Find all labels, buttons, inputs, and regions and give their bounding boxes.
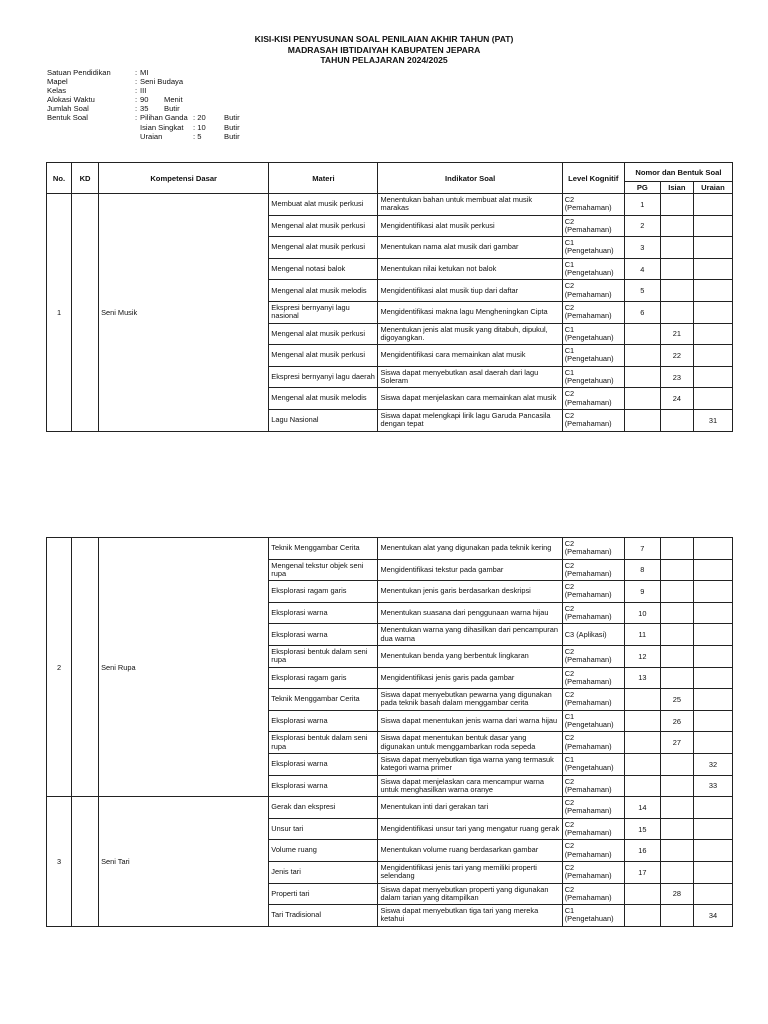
indikator-cell: Menentukan suasana dari penggunaan warna hijau	[378, 602, 562, 624]
indikator-cell: Menentukan bahan untuk membuat alat musik marakas	[378, 194, 562, 216]
isian-number: 21	[660, 323, 693, 345]
info-colon: :	[135, 113, 138, 123]
isian-number	[660, 258, 693, 280]
isian-number	[660, 818, 693, 840]
title-line-2: MADRASAH IBTIDAIYAH KABUPATEN JEPARA	[287, 44, 481, 55]
info-label: Alokasi Waktu	[47, 95, 95, 105]
indikator-cell: Mengidentifikasi unsur tari yang mengatur ruang gerak	[378, 818, 562, 840]
isian-number	[660, 301, 693, 323]
level-cell: C1 (Pengetahuan)	[562, 345, 624, 367]
indikator-cell: Menentukan jenis garis berdasarkan deskripsi	[378, 581, 562, 603]
isian-number	[660, 861, 693, 883]
level-cell: C2 (Pemahaman)	[562, 861, 624, 883]
indikator-cell: Siswa dapat menyebutkan tiga warna yang termasuk kategori warna primer	[378, 753, 562, 775]
pg-number: 10	[624, 602, 660, 624]
kd-cell	[72, 538, 99, 797]
pg-number: 6	[624, 301, 660, 323]
uraian-number: 31	[693, 409, 732, 431]
materi-cell: Mengenal alat musik melodis	[269, 388, 378, 410]
materi-cell: Volume ruang	[269, 840, 378, 862]
info-label: Bentuk Soal	[47, 113, 88, 123]
indikator-cell: Siswa dapat menentukan jenis warna dari warna hijau	[378, 710, 562, 732]
table-row	[47, 797, 733, 819]
level-cell: C2 (Pemahaman)	[562, 409, 624, 431]
isian-number	[660, 624, 693, 646]
info-pg-label: Pilihan Ganda	[140, 113, 188, 123]
indikator-cell: Siswa dapat menyebutkan asal daerah dari lagu Soleram	[378, 366, 562, 388]
kd-cell	[72, 797, 99, 927]
level-cell: C2 (Pemahaman)	[562, 602, 624, 624]
header-nomor: Nomor dan Bentuk Soal	[624, 163, 732, 182]
level-cell: C2 (Pemahaman)	[562, 645, 624, 667]
isian-number	[660, 667, 693, 689]
materi-cell: Eksplorasi ragam garis	[269, 581, 378, 603]
materi-cell: Eksplorasi bentuk dalam seni rupa	[269, 732, 378, 754]
pg-number: 5	[624, 280, 660, 302]
uraian-number: 33	[693, 775, 732, 797]
header-isian: Isian	[660, 182, 693, 194]
isian-number	[660, 905, 693, 927]
indikator-cell: Mengidentifikasi alat musik perkusi	[378, 215, 562, 237]
header-no: No.	[47, 163, 72, 194]
level-cell: C2 (Pemahaman)	[562, 818, 624, 840]
info-isian-unit: Butir	[224, 122, 240, 132]
level-cell: C1 (Pengetahuan)	[562, 753, 624, 775]
level-cell: C2 (Pemahaman)	[562, 538, 624, 560]
level-cell: C2 (Pemahaman)	[562, 559, 624, 581]
table-row	[47, 194, 733, 216]
kompetensi-dasar: Seni Rupa	[99, 538, 269, 797]
level-cell: C2 (Pemahaman)	[562, 732, 624, 754]
info-label: Kelas	[47, 86, 66, 96]
isian-number	[660, 645, 693, 667]
pg-number	[624, 388, 660, 410]
uraian-number	[693, 323, 732, 345]
info-uraian-label: Uraian	[140, 131, 163, 141]
uraian-number	[693, 388, 732, 410]
section-number: 3	[47, 797, 72, 927]
indikator-cell: Siswa dapat menentukan bentuk dasar yang digunakan untuk menggambarkan roda sepeda	[378, 732, 562, 754]
materi-cell: Unsur tari	[269, 818, 378, 840]
info-label: Satuan Pendidikan	[47, 68, 111, 77]
isian-number	[660, 280, 693, 302]
pg-number	[624, 345, 660, 367]
isian-number: 24	[660, 388, 693, 410]
indikator-cell: Menentukan benda yang berbentuk lingkaran	[378, 645, 562, 667]
pg-number: 13	[624, 667, 660, 689]
isian-number	[660, 559, 693, 581]
isian-number	[660, 237, 693, 259]
uraian-number: 34	[693, 905, 732, 927]
indikator-cell: Siswa dapat melengkapi lirik lagu Garuda Pancasila dengan tepat	[378, 409, 562, 431]
uraian-number	[693, 710, 732, 732]
info-pg-unit: Butir	[224, 113, 240, 123]
uraian-number	[693, 797, 732, 819]
indikator-cell: Mengidentifikasi makna lagu Mengheningkan Cipta	[378, 301, 562, 323]
pg-number: 16	[624, 840, 660, 862]
level-cell: C2 (Pemahaman)	[562, 840, 624, 862]
indikator-cell: Menentukan volume ruang berdasarkan gambar	[378, 840, 562, 862]
level-cell: C2 (Pemahaman)	[562, 797, 624, 819]
materi-cell: Mengenal alat musik perkusi	[269, 345, 378, 367]
materi-cell: Jenis tari	[269, 861, 378, 883]
section-number: 2	[47, 538, 72, 797]
uraian-number	[693, 732, 732, 754]
indikator-cell: Siswa dapat menjelaskan cara memainkan alat musik	[378, 388, 562, 410]
level-cell: C3 (Aplikasi)	[562, 624, 624, 646]
indikator-cell: Menentukan jenis alat musik yang ditabuh, dipukul, digoyangkan.	[378, 323, 562, 345]
pg-number: 3	[624, 237, 660, 259]
indikator-cell: Menentukan nama alat musik dari gambar	[378, 237, 562, 259]
uraian-number	[693, 818, 732, 840]
uraian-number	[693, 602, 732, 624]
pg-number	[624, 753, 660, 775]
info-colon: :	[135, 86, 138, 96]
kisi-kisi-table-page-1	[46, 162, 733, 432]
info-uraian-unit: Butir	[224, 131, 240, 141]
level-cell: C2 (Pemahaman)	[562, 667, 624, 689]
pg-number: 12	[624, 645, 660, 667]
indikator-cell: Menentukan alat yang digunakan pada teknik kering	[378, 538, 562, 560]
level-cell: C1 (Pengetahuan)	[562, 905, 624, 927]
uraian-number	[693, 581, 732, 603]
title-line-1: KISI-KISI PENYUSUNAN SOAL PENILAIAN AKHIR TAHUN (PAT)	[254, 34, 514, 44]
info-colon: :	[135, 77, 138, 87]
kompetensi-dasar: Seni Musik	[99, 194, 269, 432]
level-cell: C2 (Pemahaman)	[562, 280, 624, 302]
materi-cell: Eksplorasi warna	[269, 710, 378, 732]
materi-cell: Membuat alat musik perkusi	[269, 194, 378, 216]
materi-cell: Eksplorasi warna	[269, 753, 378, 775]
level-cell: C1 (Pengetahuan)	[562, 323, 624, 345]
info-value: MI	[140, 68, 149, 77]
pg-number	[624, 883, 660, 905]
header-level: Level Kognitif	[562, 163, 624, 194]
materi-cell: Ekspresi bernyanyi lagu daerah	[269, 366, 378, 388]
materi-cell: Tari Tradisional	[269, 905, 378, 927]
pg-number: 9	[624, 581, 660, 603]
info-uraian-value: : 5	[193, 131, 202, 141]
info-value: 90	[140, 95, 149, 105]
pg-number	[624, 732, 660, 754]
level-cell: C1 (Pengetahuan)	[562, 710, 624, 732]
uraian-number	[693, 215, 732, 237]
pg-number: 14	[624, 797, 660, 819]
isian-number	[660, 581, 693, 603]
materi-cell: Mengenal alat musik perkusi	[269, 323, 378, 345]
indikator-cell: Siswa dapat menyebutkan pewarna yang digunakan pada teknik basah dalam menggambar cerita	[378, 689, 562, 711]
level-cell: C1 (Pengetahuan)	[562, 366, 624, 388]
uraian-number	[693, 301, 732, 323]
title-line-3: TAHUN PELAJARAN 2024/2025	[320, 55, 448, 65]
info-colon: :	[135, 104, 138, 114]
level-cell: C2 (Pemahaman)	[562, 581, 624, 603]
level-cell: C1 (Pengetahuan)	[562, 258, 624, 280]
isian-number: 26	[660, 710, 693, 732]
info-isian-label: Isian Singkat	[140, 122, 184, 132]
indikator-cell: Mengidentifikasi cara memainkan alat musik	[378, 345, 562, 367]
info-value: Seni Budaya	[140, 77, 184, 87]
pg-number: 11	[624, 624, 660, 646]
info-value: III	[140, 86, 147, 96]
materi-cell: Eksplorasi bentuk dalam seni rupa	[269, 645, 378, 667]
uraian-number	[693, 538, 732, 560]
uraian-number	[693, 861, 732, 883]
uraian-number	[693, 258, 732, 280]
table-body-1	[47, 194, 733, 432]
materi-cell: Gerak dan ekspresi	[269, 797, 378, 819]
materi-cell: Teknik Menggambar Cerita	[269, 689, 378, 711]
pg-number	[624, 710, 660, 732]
uraian-number: 32	[693, 753, 732, 775]
level-cell: C2 (Pemahaman)	[562, 775, 624, 797]
level-cell: C2 (Pemahaman)	[562, 301, 624, 323]
materi-cell: Eksplorasi warna	[269, 624, 378, 646]
info-unit: Menit	[164, 95, 183, 105]
isian-number: 28	[660, 883, 693, 905]
pg-number: 15	[624, 818, 660, 840]
pg-number: 7	[624, 538, 660, 560]
header-indikator: Indikator Soal	[378, 163, 562, 194]
indikator-cell: Siswa dapat menjelaskan cara mencampur warna untuk menghasilkan warna oranye	[378, 775, 562, 797]
indikator-cell: Mengidentifikasi alat musik tiup dari daftar	[378, 280, 562, 302]
materi-cell: Mengenal alat musik perkusi	[269, 215, 378, 237]
indikator-cell: Menentukan nilai ketukan not balok	[378, 258, 562, 280]
kompetensi-dasar: Seni Tari	[99, 797, 269, 927]
pg-number: 17	[624, 861, 660, 883]
uraian-number	[693, 840, 732, 862]
table-row	[47, 538, 733, 560]
indikator-cell: Siswa dapat menyebutkan tiga tari yang mereka ketahui	[378, 905, 562, 927]
isian-number	[660, 215, 693, 237]
header-pg: PG	[624, 182, 660, 194]
uraian-number	[693, 667, 732, 689]
info-colon: :	[135, 95, 138, 105]
materi-cell: Eksplorasi warna	[269, 775, 378, 797]
materi-cell: Teknik Menggambar Cerita	[269, 538, 378, 560]
materi-cell: Eksplorasi warna	[269, 602, 378, 624]
isian-number	[660, 775, 693, 797]
uraian-number	[693, 645, 732, 667]
uraian-number	[693, 280, 732, 302]
isian-number	[660, 538, 693, 560]
pg-number: 1	[624, 194, 660, 216]
header-kd: KD	[72, 163, 99, 194]
isian-number	[660, 602, 693, 624]
info-pg-value: : 20	[193, 113, 206, 123]
header-kompetensi: Kompetensi Dasar	[99, 163, 269, 194]
materi-cell: Lagu Nasional	[269, 409, 378, 431]
materi-cell: Mengenal tekstur objek seni rupa	[269, 559, 378, 581]
uraian-number	[693, 194, 732, 216]
materi-cell: Properti tari	[269, 883, 378, 905]
pg-number	[624, 323, 660, 345]
materi-cell: Mengenal notasi balok	[269, 258, 378, 280]
isian-number	[660, 797, 693, 819]
uraian-number	[693, 366, 732, 388]
level-cell: C2 (Pemahaman)	[562, 388, 624, 410]
level-cell: C2 (Pemahaman)	[562, 883, 624, 905]
indikator-cell: Mengidentifikasi jenis tari yang memiliki properti selendang	[378, 861, 562, 883]
pg-number	[624, 366, 660, 388]
isian-number: 23	[660, 366, 693, 388]
info-value: 35	[140, 104, 149, 114]
isian-number	[660, 840, 693, 862]
materi-cell: Mengenal alat musik melodis	[269, 280, 378, 302]
uraian-number	[693, 237, 732, 259]
table-body-2	[47, 538, 733, 927]
isian-number: 27	[660, 732, 693, 754]
kisi-kisi-table-page-2	[46, 537, 733, 927]
kd-cell	[72, 194, 99, 432]
uraian-number	[693, 345, 732, 367]
pg-number: 8	[624, 559, 660, 581]
header-uraian: Uraian	[693, 182, 732, 194]
isian-number: 25	[660, 689, 693, 711]
info-colon: :	[135, 68, 138, 77]
info-label: Mapel	[47, 77, 68, 87]
indikator-cell: Mengidentifikasi tekstur pada gambar	[378, 559, 562, 581]
level-cell: C2 (Pemahaman)	[562, 689, 624, 711]
isian-number	[660, 194, 693, 216]
materi-cell: Eksplorasi ragam garis	[269, 667, 378, 689]
pg-number	[624, 409, 660, 431]
uraian-number	[693, 624, 732, 646]
pg-number: 4	[624, 258, 660, 280]
level-cell: C1 (Pengetahuan)	[562, 237, 624, 259]
section-number: 1	[47, 194, 72, 432]
indikator-cell: Siswa dapat menyebutkan properti yang digunakan dalam tarian yang ditampilkan	[378, 883, 562, 905]
level-cell: C2 (Pemahaman)	[562, 194, 624, 216]
materi-cell: Ekspresi bernyanyi lagu nasional	[269, 301, 378, 323]
pg-number: 2	[624, 215, 660, 237]
pg-number	[624, 905, 660, 927]
uraian-number	[693, 883, 732, 905]
level-cell: C2 (Pemahaman)	[562, 215, 624, 237]
uraian-number	[693, 559, 732, 581]
isian-number: 22	[660, 345, 693, 367]
indikator-cell: Menentukan warna yang dihasilkan dari pencampuran dua warna	[378, 624, 562, 646]
pg-number	[624, 689, 660, 711]
document-header	[0, 34, 768, 66]
indikator-cell: Mengidentifikasi jenis garis pada gambar	[378, 667, 562, 689]
info-label: Jumlah Soal	[47, 104, 89, 114]
uraian-number	[693, 689, 732, 711]
materi-cell: Mengenal alat musik perkusi	[269, 237, 378, 259]
info-unit: Butir	[164, 104, 180, 114]
header-materi: Materi	[269, 163, 378, 194]
info-isian-value: : 10	[193, 122, 206, 132]
isian-number	[660, 753, 693, 775]
isian-number	[660, 409, 693, 431]
indikator-cell: Menentukan inti dari gerakan tari	[378, 797, 562, 819]
pg-number	[624, 775, 660, 797]
